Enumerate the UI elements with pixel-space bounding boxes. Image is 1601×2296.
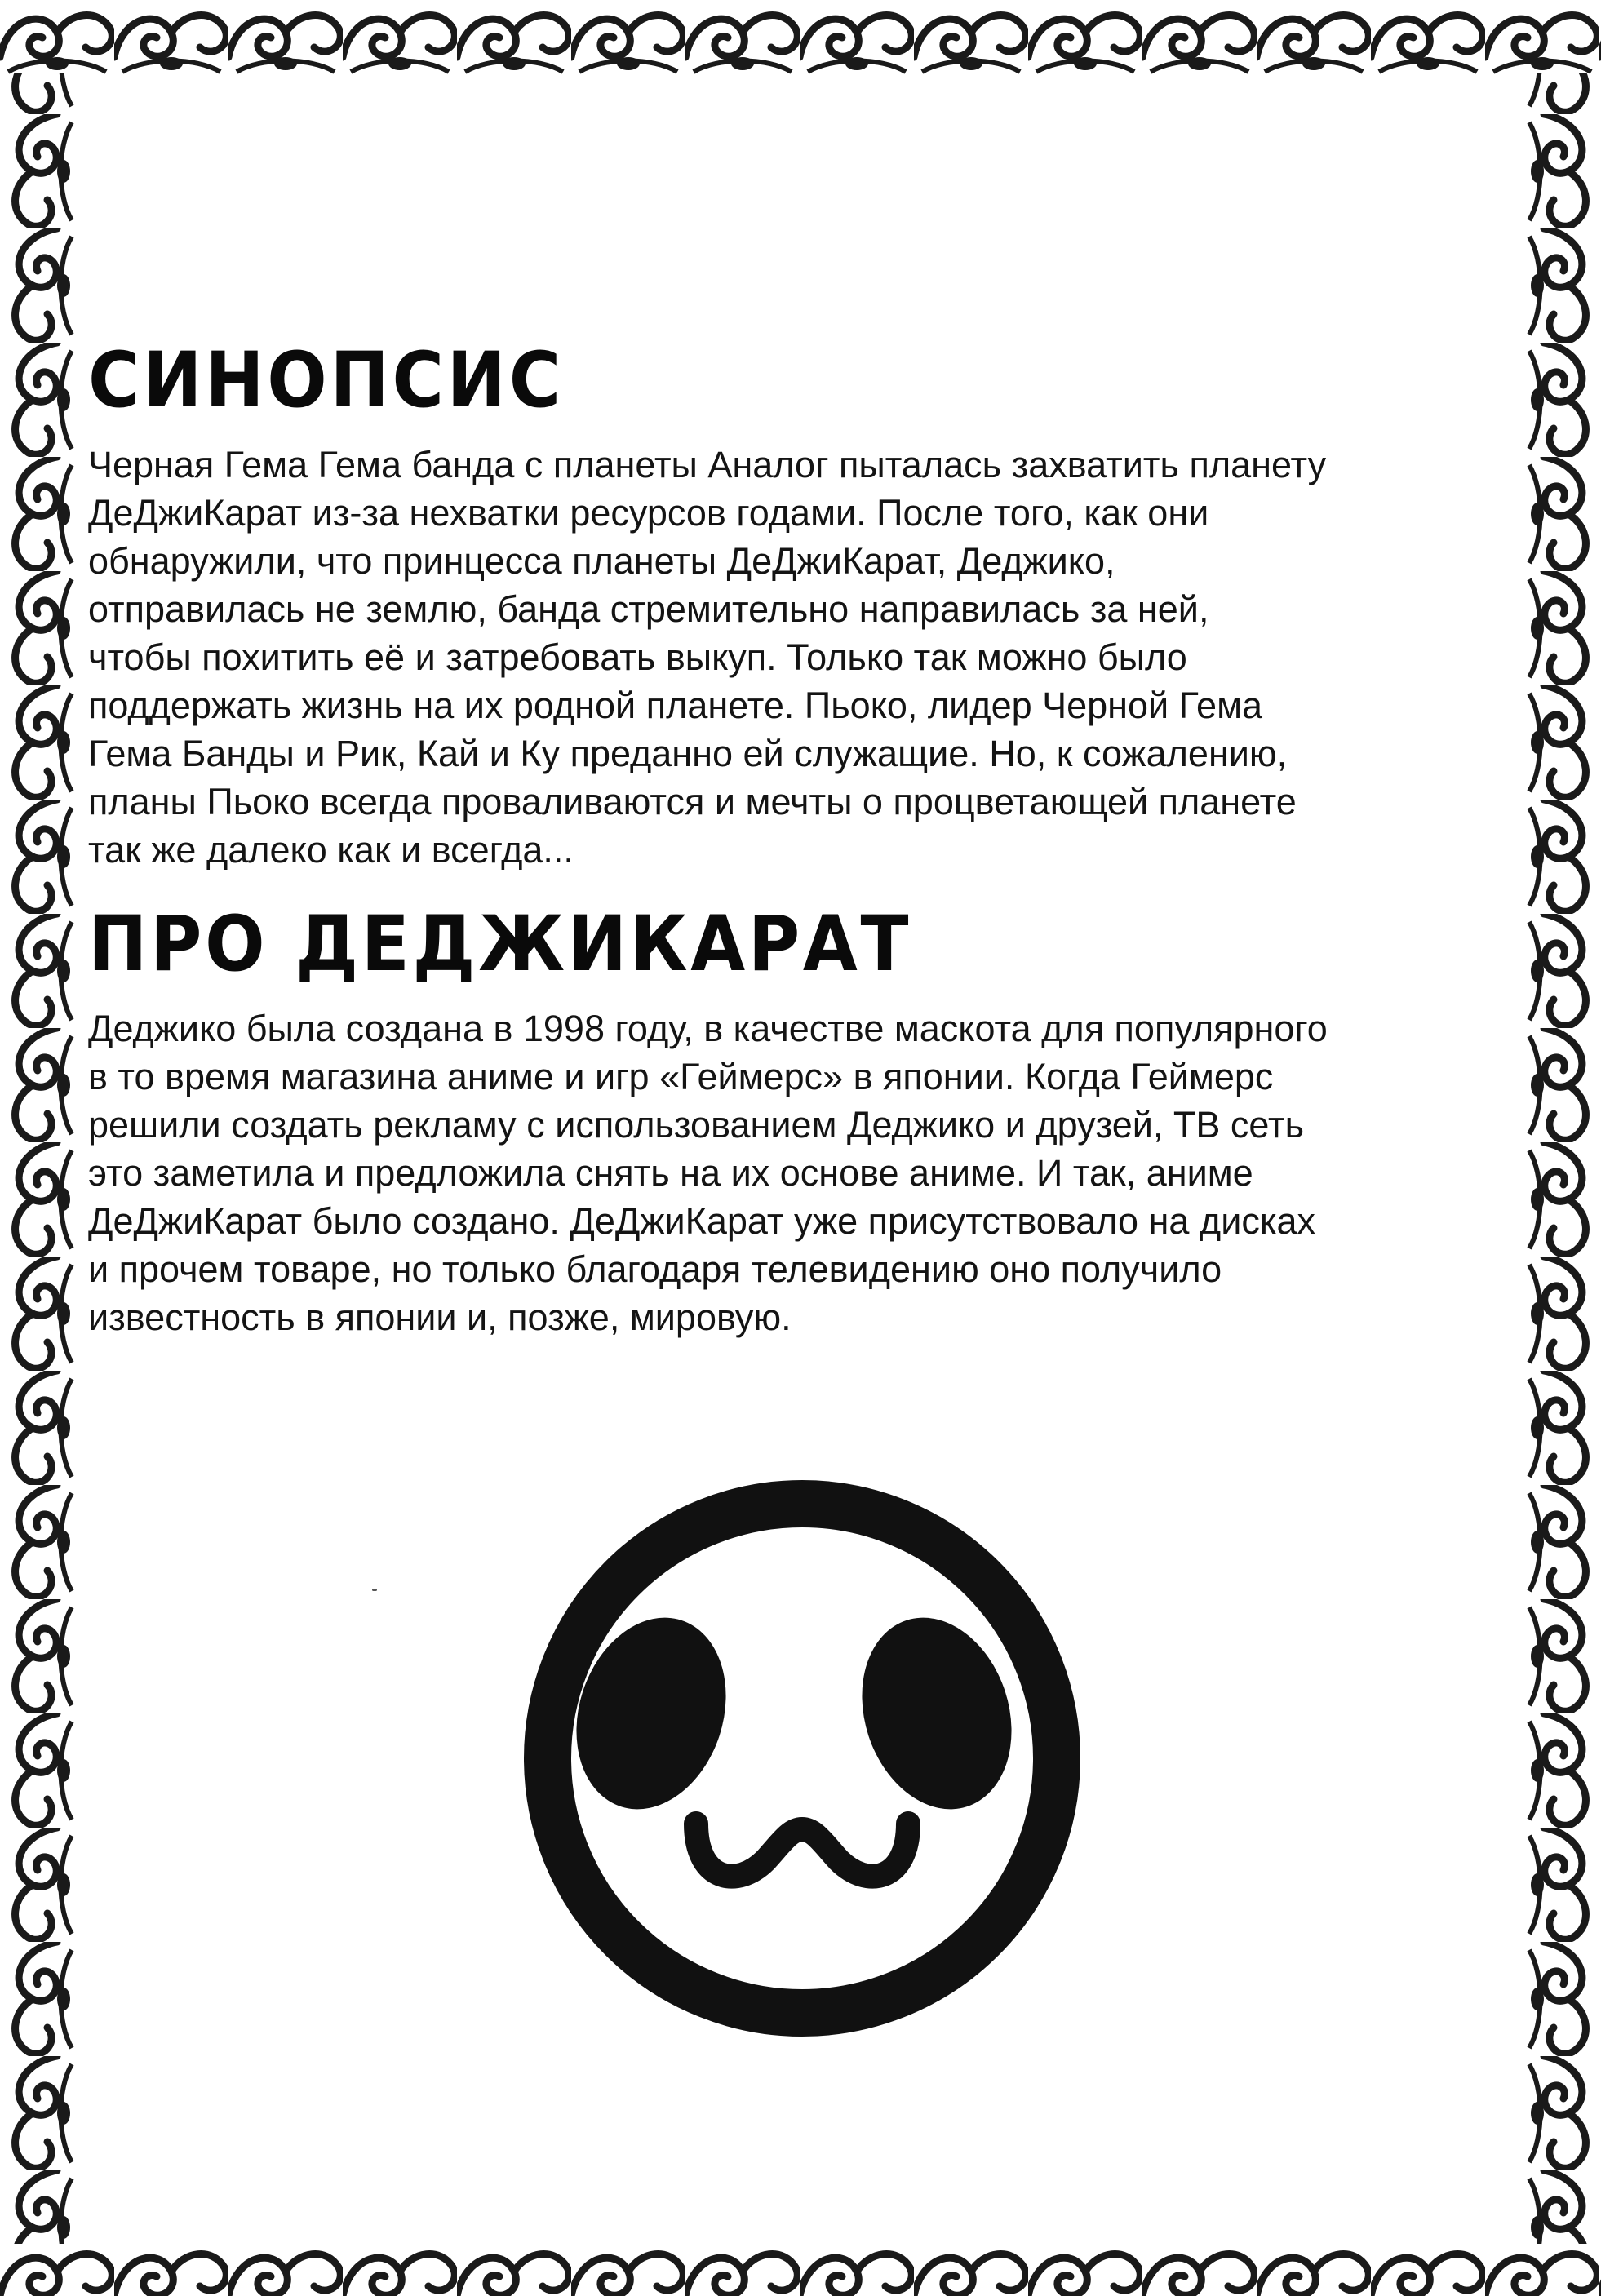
about-paragraph: Деджико была создана в 1998 году, в качестве маскота для популярного в то время магазина аниме и игр «Геймерс» в японии. Когда Геймерс решили создать рекламу с использованием Деджико и друзей, ТВ сеть это заметила и предложила снять на их основе аниме. И так, аниме ДеДжиКарат было создано. ДеДжиКарат уже присутствовало на дисках и прочем товаре, но только благодаря телевидению оно получило известность в японии и, позже, мировую. <box>88 1008 1328 1338</box>
synopsis-paragraph: Черная Гема Гема банда с планеты Аналог пыталась захватить планету ДеДжиКарат из-за нехватки ресурсов годами. После того, как они обнаружили, что принцесса планеты ДеДжиКарат, Деджико, отправилась не землю, банда стремительно направилась за ней, чтобы похитить её и затребовать выкуп. Только так можно было поддержать жизнь на их родной планете. Пьоко, лидер Черной Гема Гема Банды и Рик, Кай и Ку преданно ей служащие. Но, к сожалению, планы Пьоко всегда проваливаются и мечты о процветающей планете так же далеко как и всегда... <box>88 444 1327 871</box>
synopsis-heading: СИНОПСИС <box>88 336 564 425</box>
page-content <box>88 336 1508 1341</box>
round-face-logo-icon <box>521 1477 1084 2040</box>
about-heading: ПРО ДЕДЖИКАРАТ <box>88 900 912 989</box>
print-speck <box>372 1589 377 1591</box>
